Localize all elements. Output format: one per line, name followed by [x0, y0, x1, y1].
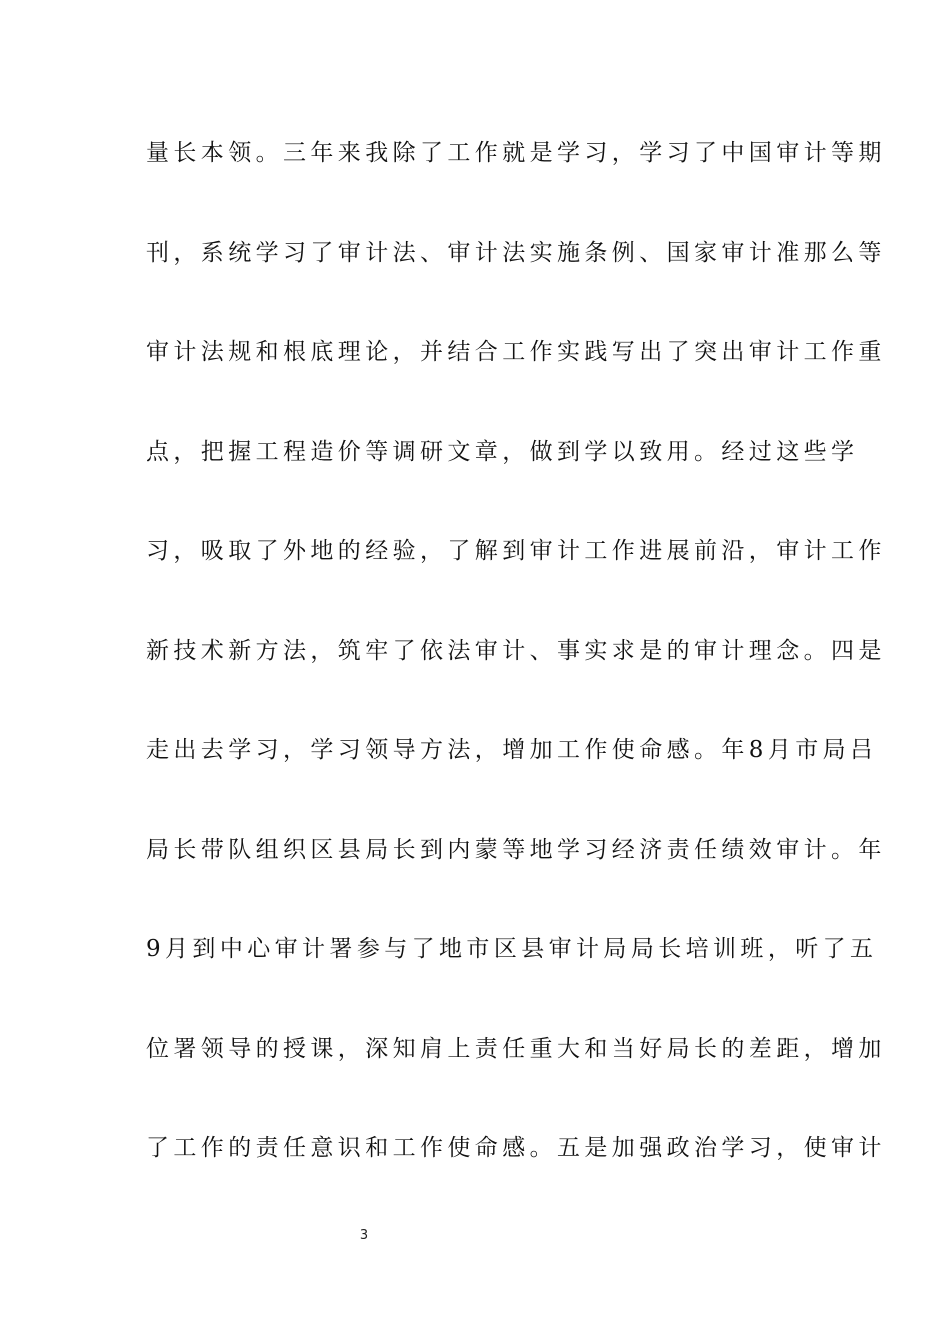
- page-number: 3: [359, 1228, 369, 1243]
- body-text: [146, 128, 886, 1223]
- text-line: 新技术新方法，筑牢了依法审计、事实求是的审计理念。四是: [146, 637, 886, 664]
- text-line: 习，吸取了外地的经验，了解到审计工作进展前沿，审计工作: [146, 538, 886, 564]
- text-line: 位署领导的授课，深知肩上责任重大和当好局长的差距，增加: [146, 1035, 886, 1062]
- text-line: 9月到中心审计署参与了地市区县审计局局长培训班，听了五: [146, 936, 878, 962]
- text-line: 走出去学习，学习领导方法，增加工作使命感。年8月市局吕: [146, 737, 878, 763]
- text-line: 量长本领。三年来我除了工作就是学习，学习了中国审计等期: [146, 140, 886, 166]
- text-line: 局长带队组织区县局长到内蒙等地学习经济责任绩效审计。年: [146, 836, 886, 863]
- text-line: 刊，系统学习了审计法、审计法实施条例、国家审计准那么等: [146, 239, 886, 266]
- text-line: 审计法规和根底理论，并结合工作实践写出了突出审计工作重: [146, 339, 886, 365]
- text-line: 点，把握工程造价等调研文章，做到学以致用。经过这些学: [146, 438, 859, 465]
- text-line: 了工作的责任意识和工作使命感。五是加强政治学习，使审计: [146, 1135, 886, 1161]
